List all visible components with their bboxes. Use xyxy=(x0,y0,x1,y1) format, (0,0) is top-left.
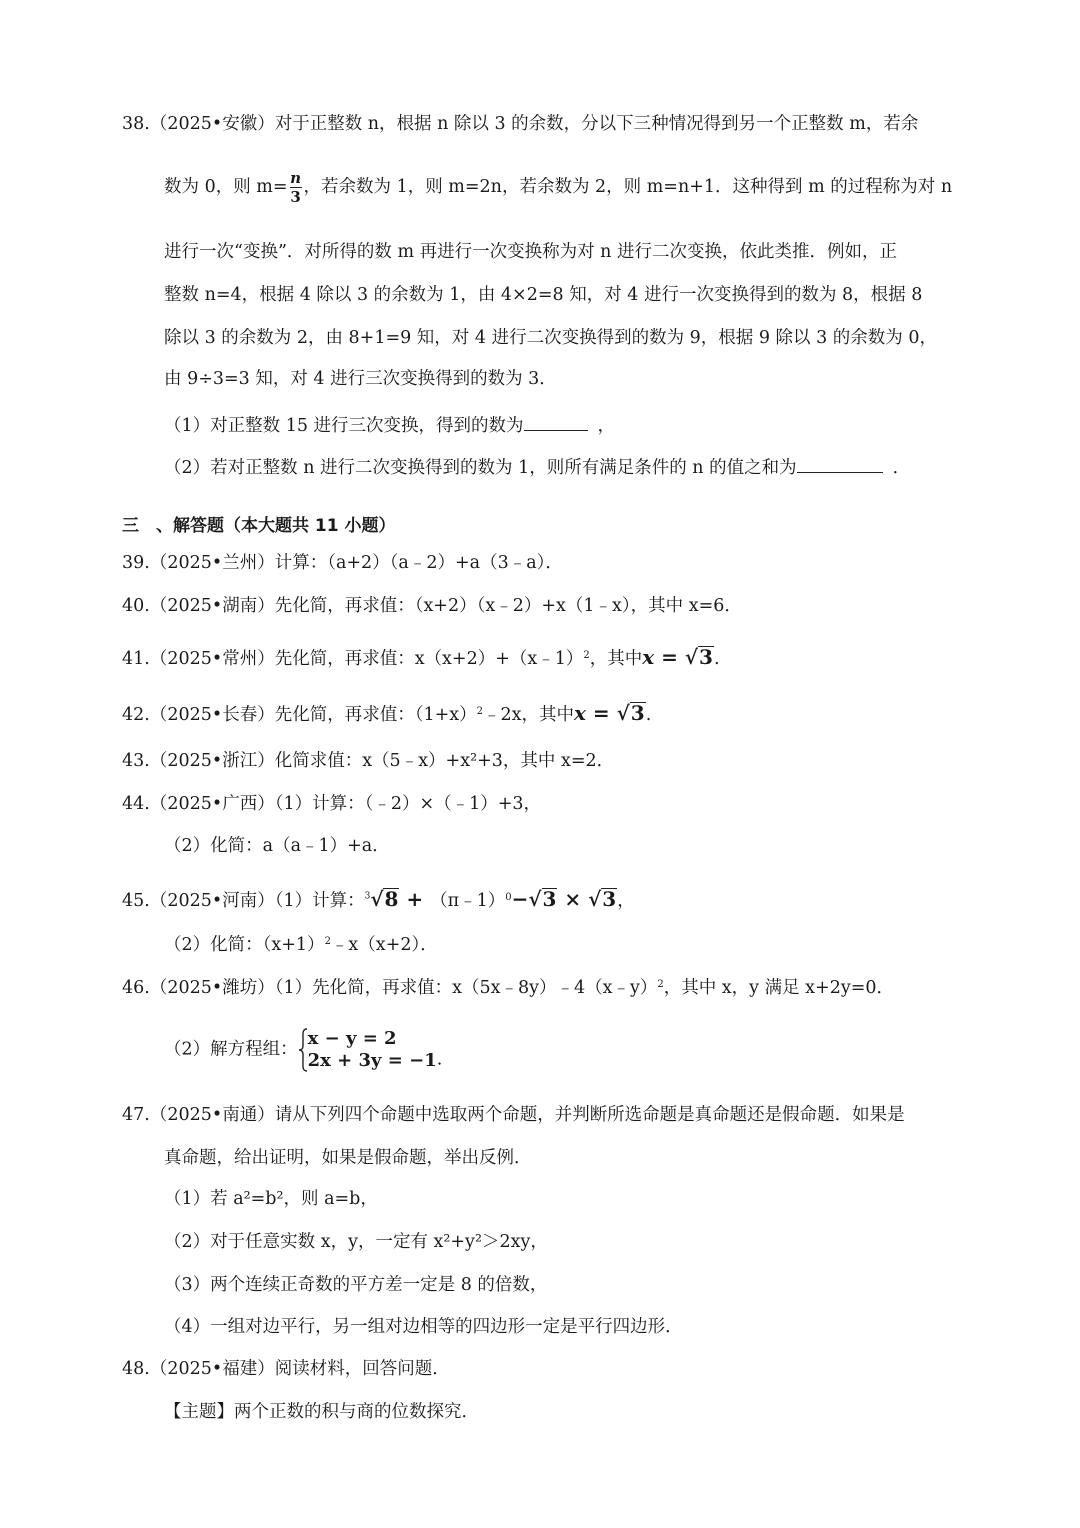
section-title: 三 、解答题（本大题共 11 小题） xyxy=(122,516,396,536)
answer-blank-2[interactable] xyxy=(797,456,883,473)
q38-line2 xyxy=(164,170,952,205)
q38-sub1: （1）对正整数 15 进行三次变换，得到的数为 ， xyxy=(164,416,616,436)
equation-1: x − y = 2 xyxy=(307,1028,397,1049)
q48-line2: 【主题】两个正数的积与商的位数探究． xyxy=(164,1402,479,1422)
math-sqrt3-times-sqrt3: −√3 × √3 xyxy=(511,887,617,911)
fraction-n-over-3: $\frac{n}{3}$ xyxy=(290,169,301,206)
q38-line2-b: ，若余数为 1，则 m=2n，若余数为 2，则 m=n+1．这种得到 m 的过程称为对 n xyxy=(303,177,953,197)
q44-part1: 44.（2025•广西）（1）计算：（﹣2）×（﹣1）+3， xyxy=(122,794,542,814)
math-x-eq-sqrt3: x = √3 xyxy=(642,645,713,669)
q44-part2: （2）化简：a（a﹣1）+a． xyxy=(164,836,390,856)
q46-part2: （2）解方程组： x − y = 2 2x + 3y = −1 . xyxy=(164,1028,443,1071)
q38-sub2: （2）若对正整数 n 进行二次变换得到的数为 1，则所有满足条件的 n 的值之和为 ． xyxy=(164,458,911,478)
q45-part2: （2）化简：$(x+1)^2﹣x(x+2)$． xyxy=(164,935,438,955)
q38-line2-a: 数为 0，则 m= xyxy=(164,177,288,197)
q40: 40.（2025•湖南）先化简，再求值：（x+2）（x﹣2）+x（1﹣x），其中 x=6． xyxy=(122,596,742,616)
math-cube-root-8: $^3$√8 + xyxy=(364,887,431,911)
q38-line3: 进行一次“变换”．对所得的数 m 再进行一次变换称为对 n 进行二次变换，依此类推．例如，正 xyxy=(164,242,898,262)
q42: 42.（2025•长春）先化简，再求值：$(1+x)^2﹣2x$，其中x = √3. xyxy=(122,701,652,725)
equation-2: 2x + 3y = −1 xyxy=(307,1050,437,1071)
q46-part1: 46.（2025•潍坊）（1）先化简，再求值：x（5x﹣8y）﹣4（x﹣y）$^2$，其中 x，y 满足 x+2y=0． xyxy=(122,978,895,998)
answer-blank-1[interactable] xyxy=(524,414,588,431)
q38-line1: 38.（2025•安徽）对于正整数 n，根据 n 除以 3 的余数，分以下三种情况得到另一个正整数 m，若余 xyxy=(122,114,919,134)
q38-line5: 除以 3 的余数为 2，由 8+1=9 知，对 4 进行二次变换得到的数为 9，根据 9 除以 3 的余数为 0， xyxy=(164,328,937,348)
math-x-eq-sqrt3: x = √3 xyxy=(574,701,645,725)
q48-line1: 48.（2025•福建）阅读材料，回答问题． xyxy=(122,1359,450,1379)
system-brace xyxy=(298,1028,308,1072)
q39: 39.（2025•兰州）计算：（a+2）（a﹣2）+a（3﹣a）． xyxy=(122,553,563,573)
q38-line4: 整数 n=4，根据 4 除以 3 的余数为 1，由 4×2=8 知，对 4 进行一次变换得到的数为 8，根据 8 xyxy=(164,285,923,305)
q38-line6: 由 9÷3=3 知，对 4 进行三次变换得到的数为 3． xyxy=(164,369,557,389)
q47-statement-1: （1）若 a²=b²，则 a=b， xyxy=(164,1189,378,1209)
q41: 41.（2025•常州）先化简，再求值：x（x+2）+（x﹣1）$^2$，其中x = √3. xyxy=(122,645,720,669)
q43: 43.（2025•浙江）化简求值：x（5﹣x）+x²+3，其中 x=2． xyxy=(122,751,615,771)
q47-line1: 47.（2025•南通）请从下列四个命题中选取两个命题，并判断所选命题是真命题还是假命题．如果是 xyxy=(122,1105,905,1125)
q47-line2: 真命题，给出证明，如果是假命题，举出反例． xyxy=(164,1148,532,1168)
q45-part1: 45.（2025•河南）（1）计算：$^3$√8 + （π﹣1）$^0$−√3 × √3， xyxy=(122,887,635,911)
q47-statement-4: （4）一组对边平行，另一组对边相等的四边形一定是平行四边形． xyxy=(164,1317,683,1337)
q47-statement-3: （3）两个连续正奇数的平方差一定是 8 的倍数， xyxy=(164,1275,548,1295)
equation-system xyxy=(308,1028,437,1072)
q47-statement-2: （2）对于任意实数 x，y，一定有 x²+y²＞2xy， xyxy=(164,1232,548,1252)
